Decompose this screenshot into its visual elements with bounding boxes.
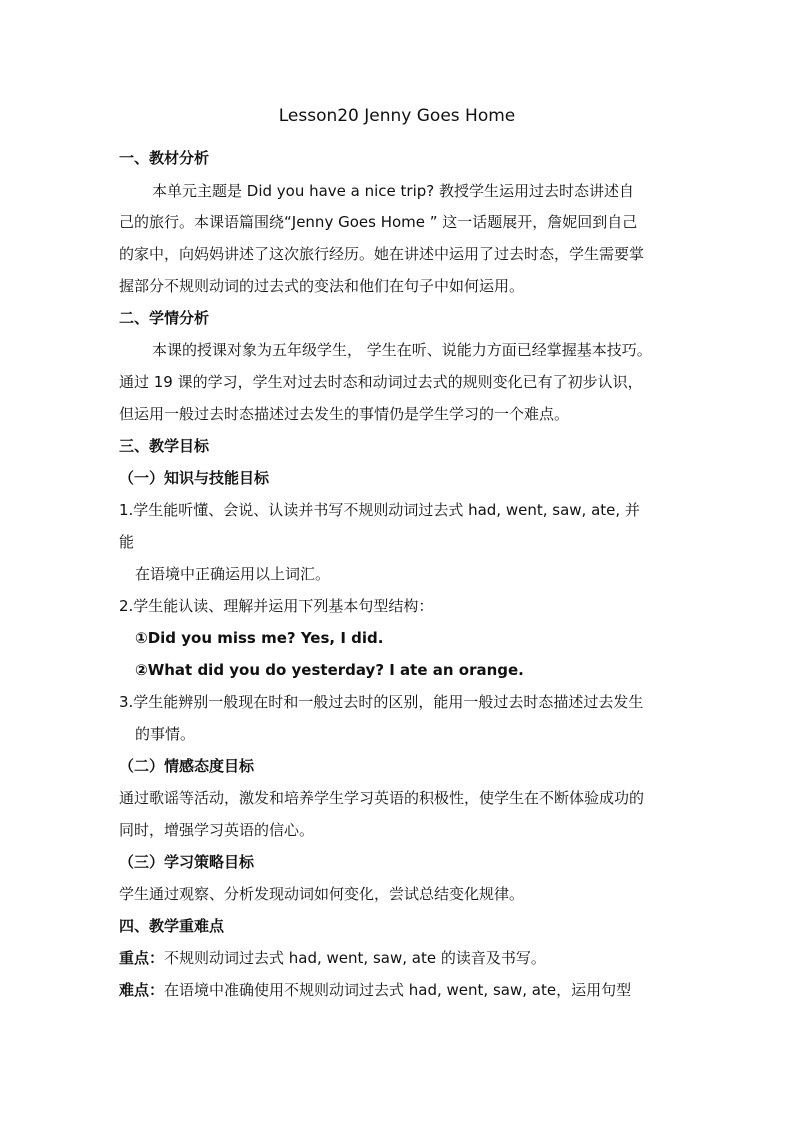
list-item: 3.学生能辨别一般现在时和一般过去时的区别，能用一般过去时态描述过去发生 (119, 693, 644, 711)
difficulty-text: 在语境中准确使用不规则动词过去式 had, went, saw, ate，运用句型 (164, 981, 632, 999)
list-item: 1.学生能听懂、会说、认读并书写不规则动词过去式 had, went, saw, ate, 并 (119, 501, 640, 519)
section-heading-2: 二、学情分析 (119, 309, 210, 327)
section-heading-1: 一、教材分析 (119, 149, 210, 167)
subsection-heading-3: （三）学习策略目标 (119, 853, 255, 871)
subsection-heading-1: （一）知识与技能目标 (119, 469, 270, 487)
paragraph-line: 但运用一般过去时态描述过去发生的事情仍是学生学习的一个难点。 (119, 405, 570, 423)
list-item: 2.学生能认读、理解并运用下列基本句型结构： (119, 597, 434, 615)
paragraph-line: 同时，增强学习英语的信心。 (119, 821, 315, 839)
section-heading-4: 四、教学重难点 (119, 917, 225, 935)
paragraph-line: 通过 19 课的学习，学生对过去时态和动词过去式的规则变化已有了初步认识， (119, 373, 643, 391)
paragraph-line: 学生通过观察、分析发现动词如何变化，尝试总结变化规律。 (119, 885, 525, 903)
paragraph-line: 本单元主题是 Did you have a nice trip? 教授学生运用过去时态讲述自 (152, 182, 635, 200)
list-item-continuation: 在语境中正确运用以上词汇。 (135, 565, 331, 583)
list-item-continuation: 的事情。 (135, 725, 196, 743)
sentence-pattern-1: ①Did you miss me? Yes, I did. (135, 629, 384, 647)
difficulty-line (119, 980, 631, 1000)
subsection-heading-2: （二）情感态度目标 (119, 757, 255, 775)
paragraph-line: 握部分不规则动词的过去式的变法和他们在句子中如何运用。 (119, 277, 525, 295)
difficulty-label: 难点： (119, 981, 165, 999)
list-item-continuation: 能 (119, 533, 135, 551)
paragraph-line: 通过歌谣等活动，激发和培养学生学习英语的积极性，使学生在不断体验成功的 (119, 789, 645, 807)
page-title: Lesson20 Jenny Goes Home (278, 106, 516, 126)
key-point-line (119, 948, 546, 968)
key-point-text: 不规则动词过去式 had, went, saw, ate 的读音及书写。 (164, 949, 546, 967)
section-heading-3: 三、教学目标 (119, 437, 210, 455)
paragraph-line: 的家中，向妈妈讲述了这次旅行经历。她在讲述中运用了过去时态，学生需要掌 (119, 245, 645, 263)
sentence-pattern-2: ②What did you do yesterday? I ate an orange. (135, 661, 524, 679)
key-point-label: 重点： (119, 949, 165, 967)
paragraph-line: 己的旅行。本课语篇围绕“Jenny Goes Home ” 这一话题展开，詹妮回到自己 (119, 213, 638, 231)
paragraph-line: 本课的授课对象为五年级学生， 学生在听、说能力方面已经掌握基本技巧。 (152, 341, 652, 359)
